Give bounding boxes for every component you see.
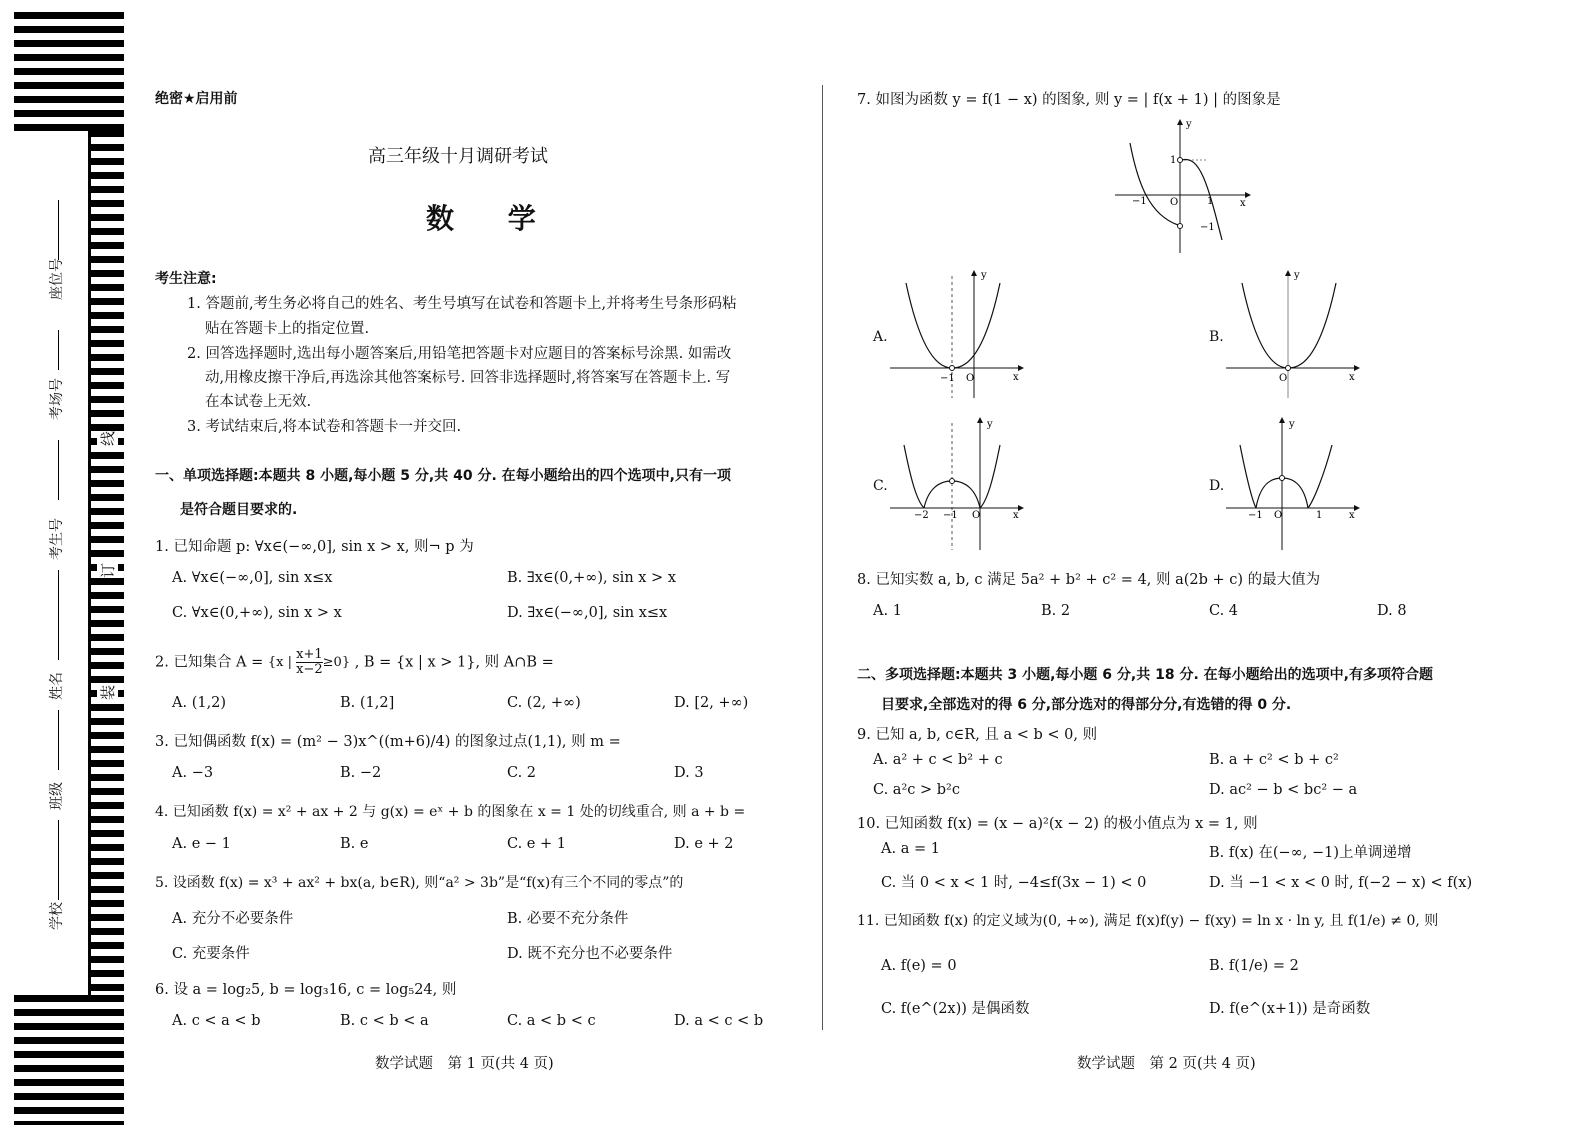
svg-text:−1: −1 (940, 373, 955, 384)
question-1: 1. 已知命题 p: ∀x∈(−∞,0], sin x > x, 则¬ p 为 (155, 539, 474, 555)
confidential-mark: 绝密★启用前 (155, 91, 238, 107)
q8-option-b: B. 2 (1041, 603, 1071, 619)
name-label: 姓名 (49, 672, 65, 700)
q7-option-c: C. (873, 478, 888, 494)
q4-option-c: C. e + 1 (507, 836, 566, 852)
svg-text:x: x (1349, 510, 1355, 521)
q4-option-d: D. e + 2 (674, 836, 734, 852)
svg-text:y: y (987, 419, 993, 430)
svg-text:1: 1 (1170, 155, 1177, 166)
svg-text:x: x (1013, 372, 1019, 383)
q10-option-c: C. 当 0 < x < 1 时, −4≤f(3x − 1) < 0 (881, 875, 1147, 891)
binding-staple-char: 订 (99, 562, 118, 579)
notice-title: 考生注意: (155, 271, 217, 287)
q3-option-d: D. 3 (674, 765, 704, 781)
question-9: 9. 已知 a, b, c∈R, 且 a < b < 0, 则 (857, 727, 1098, 743)
q9-option-b: B. a + c² < b + c² (1209, 752, 1339, 768)
q8-option-c: C. 4 (1209, 603, 1239, 619)
section1-heading-cont: 是符合题目要求的. (180, 502, 298, 518)
q1-option-a: A. ∀x∈(−∞,0], sin x≤x (172, 570, 333, 586)
q7-option-b: B. (1209, 329, 1224, 345)
q2-option-b: B. (1,2] (340, 695, 395, 711)
q6-option-c: C. a < b < c (507, 1013, 596, 1029)
seat-number-label: 座位号 (49, 258, 65, 300)
svg-text:1: 1 (1316, 510, 1323, 521)
q2-option-a: A. (1,2) (172, 695, 227, 711)
q8-option-a: A. 1 (873, 603, 902, 619)
question-6: 6. 设 a = log₂5, b = log₃16, c = log₅24, 则 (155, 982, 457, 998)
q11-option-b: B. f(1/e) = 2 (1209, 958, 1299, 974)
svg-text:−1: −1 (943, 510, 958, 521)
q2-set-builder: {x | $\frac{x+1}{x-2}$ ≥0} (267, 647, 351, 677)
q6-option-d: D. a < c < b (674, 1013, 764, 1029)
q10-option-d: D. 当 −1 < x < 0 时, f(−2 − x) < f(x) (1209, 875, 1473, 891)
q8-option-d: D. 8 (1377, 603, 1407, 619)
section2-heading: 二、多项选择题:本题共 3 小题,每小题 6 分,共 18 分. 在每小题给出的选项中,有多项符合题 (857, 667, 1433, 683)
svg-text:O: O (972, 510, 981, 521)
binding-bind-char: 装 (99, 684, 118, 701)
exam-room-label: 考场号 (49, 378, 65, 420)
q1-option-d: D. ∃x∈(−∞,0], sin x≤x (507, 605, 668, 621)
q10-option-a: A. a = 1 (881, 841, 940, 857)
notice-line: 在本试卷上无效. (205, 394, 312, 410)
q7-main-graph (1110, 115, 1255, 255)
q11-option-d: D. f(e^(x+1)) 是奇函数 (1209, 1001, 1371, 1017)
q9-option-d: D. ac² − b < bc² − a (1209, 782, 1358, 798)
q7-option-a-graph (888, 268, 1028, 403)
page1-footer: 数学试题 第 1 页(共 4 页) (375, 1056, 554, 1072)
question-4: 4. 已知函数 f(x) = x² + ax + 2 与 g(x) = eˣ + b 的图象在 x = 1 处的切线重合, 则 a + b = (155, 804, 746, 820)
notice-line: 1. 答题前,考生务必将自己的姓名、考生号填写在试卷和答题卡上,并将考生号条形码粘 (187, 296, 737, 312)
section2-heading-cont: 目要求,全部选对的得 6 分,部分选对的得部分分,有选错的得 0 分. (881, 697, 1292, 713)
question-5: 5. 设函数 f(x) = x³ + ax² + bx(a, b∈R), 则“a² > 3b”是“f(x)有三个不同的零点”的 (155, 875, 684, 891)
q4-option-b: B. e (340, 836, 369, 852)
svg-text:x: x (1349, 372, 1355, 383)
svg-text:−2: −2 (914, 510, 929, 521)
exam-subtitle: 高三年级十月调研考试 (368, 146, 548, 167)
svg-text:x: x (1240, 198, 1246, 209)
svg-text:x: x (1013, 510, 1019, 521)
svg-text:O: O (1279, 373, 1288, 384)
q5-option-c: C. 充要条件 (172, 946, 250, 962)
question-10: 10. 已知函数 f(x) = (x − a)²(x − 2) 的极小值点为 x = 1, 则 (857, 816, 1258, 832)
q10-option-b: B. f(x) 在(−∞, −1)上单调递增 (1209, 845, 1412, 861)
question-3: 3. 已知偶函数 f(x) = (m² − 3)x^((m+6)/4) 的图象过点(1,1), 则 m = (155, 734, 621, 750)
q3-option-a: A. −3 (172, 765, 214, 781)
q9-option-a: A. a² + c < b² + c (873, 752, 1003, 768)
question-11: 11. 已知函数 f(x) 的定义域为(0, +∞), 满足 f(x)f(y) − f(xy) = ln x · ln y, 且 f(1/e) ≠ 0, 则 (857, 913, 1439, 929)
candidate-number-label: 考生号 (49, 518, 65, 560)
q7-option-d: D. (1209, 478, 1225, 494)
q3-option-c: C. 2 (507, 765, 537, 781)
q7-option-a: A. (873, 329, 888, 345)
q7-option-c-graph (888, 415, 1028, 555)
svg-text:y: y (1294, 270, 1300, 281)
svg-text:−1: −1 (1248, 510, 1263, 521)
subject-title: 数 学 (426, 202, 558, 235)
svg-text:−1: −1 (1132, 196, 1147, 207)
q3-option-b: B. −2 (340, 765, 382, 781)
svg-text:O: O (966, 373, 975, 384)
binding-line-char: 线 (99, 430, 118, 447)
q2-option-d: D. [2, +∞) (674, 695, 749, 711)
question-8: 8. 已知实数 a, b, c 满足 5a² + b² + c² = 4, 则 a(2b + c) 的最大值为 (857, 572, 1321, 588)
school-label: 学校 (49, 902, 65, 930)
q6-option-b: B. c < b < a (340, 1013, 429, 1029)
q5-option-b: B. 必要不充分条件 (507, 911, 629, 927)
class-label: 班级 (49, 782, 65, 810)
q2-option-c: C. (2, +∞) (507, 695, 581, 711)
notice-line: 3. 考试结束后,将本试卷和答题卡一并交回. (187, 419, 462, 435)
q5-option-a: A. 充分不必要条件 (172, 911, 294, 927)
q9-option-c: C. a²c > b²c (873, 782, 960, 798)
q6-option-a: A. c < a < b (172, 1013, 261, 1029)
svg-text:O: O (1274, 510, 1283, 521)
q5-option-d: D. 既不充分也不必要条件 (507, 946, 673, 962)
svg-text:y: y (1186, 119, 1192, 130)
q7-option-d-graph (1224, 415, 1364, 555)
svg-text:O: O (1170, 197, 1179, 208)
q11-option-a: A. f(e) = 0 (881, 958, 957, 974)
q2-stem-start: 2. 已知集合 A = (155, 654, 264, 671)
notice-line: 2. 回答选择题时,选出每小题答案后,用铅笔把答题卡对应题目的答案标号涂黑. 如需改 (187, 346, 732, 362)
page-divider (822, 85, 823, 1030)
svg-text:y: y (1289, 419, 1295, 430)
section1-heading: 一、单项选择题:本题共 8 小题,每小题 5 分,共 40 分. 在每小题给出的四个选项中,只有一项 (155, 468, 731, 484)
q1-option-c: C. ∀x∈(0,+∞), sin x > x (172, 605, 342, 621)
svg-text:y: y (981, 270, 987, 281)
question-7: 7. 如图为函数 y = f(1 − x) 的图象, 则 y = | f(x + 1) | 的图象是 (857, 92, 1281, 108)
q7-option-b-graph (1224, 268, 1364, 403)
q1-option-b: B. ∃x∈(0,+∞), sin x > x (507, 570, 676, 586)
q4-option-a: A. e − 1 (172, 836, 231, 852)
q2-stem-end: , B = {x | x > 1}, 则 A∩B = (354, 654, 554, 671)
q11-option-c: C. f(e^(2x)) 是偶函数 (881, 1001, 1030, 1017)
notice-line: 动,用橡皮擦干净后,再选涂其他答案标号. 回答非选择题时,将答案写在答题卡上. 写 (205, 370, 731, 386)
svg-text:−1: −1 (1200, 222, 1215, 233)
notice-line: 贴在答题卡上的指定位置. (205, 321, 370, 337)
question-2 (155, 648, 554, 677)
svg-text:1: 1 (1207, 196, 1214, 207)
page2-footer: 数学试题 第 2 页(共 4 页) (1077, 1056, 1256, 1072)
